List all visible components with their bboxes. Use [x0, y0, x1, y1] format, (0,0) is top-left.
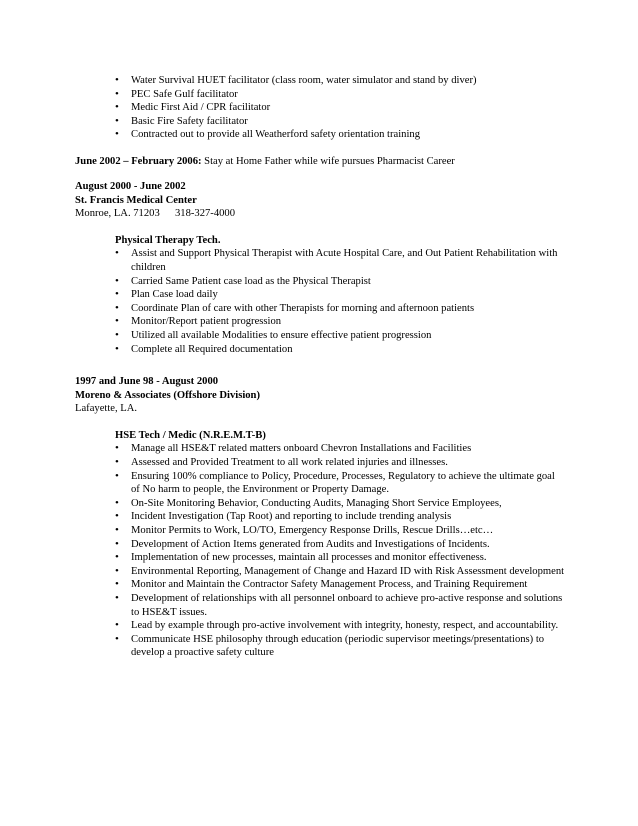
job-st-francis	[75, 180, 565, 356]
gap-entry-dates: June 2002 – February 2006:	[75, 156, 202, 167]
list-item: • Communicate HSE philosophy through education (periodic supervisor meetings/presentations) to develop a proactive safety culture	[75, 633, 565, 660]
job-phone: 318-327-4000	[175, 208, 236, 220]
intro-bullet-list	[75, 74, 565, 142]
list-item: • Utilized all available Modalities to ensure effective patient progression	[75, 329, 565, 343]
list-item: • Basic Fire Safety facilitator	[75, 115, 565, 129]
list-item: • Development of relationships with all personnel onboard to achieve pro-active response and solutions to HSE&T issues.	[75, 592, 565, 619]
gap-entry	[75, 155, 565, 169]
job-dates: August 2000 - June 2002	[75, 181, 186, 192]
job-location: Monroe, LA. 71203	[75, 208, 160, 220]
job-title: HSE Tech / Medic (N.R.E.M.T-B)	[115, 429, 266, 441]
list-item: • Manage all HSE&T related matters onboard Chevron Installations and Facilities	[75, 442, 565, 456]
job-employer: St. Francis Medical Center	[75, 194, 197, 206]
list-item: • Complete all Required documentation	[75, 343, 565, 357]
list-item: • Carried Same Patient case load as the Physical Therapist	[75, 275, 565, 289]
list-item: • Plan Case load daily	[75, 288, 565, 302]
job-bullet-list	[75, 247, 565, 356]
list-item: • PEC Safe Gulf facilitator	[75, 88, 565, 102]
list-item: • Medic First Aid / CPR facilitator	[75, 101, 565, 115]
job-moreno	[75, 375, 565, 660]
job-bullet-list	[75, 442, 565, 660]
intro-section	[75, 74, 565, 142]
list-item: • Ensuring 100% compliance to Policy, Procedure, Processes, Regulatory to achieve the ultimate goal of No harm to people, the Environment or Property Damage.	[75, 470, 565, 497]
list-item: • Assist and Support Physical Therapist with Acute Hospital Care, and Out Patient Rehabilitation with children	[75, 247, 565, 274]
list-item: • Development of Action Items generated from Audits and Investigations of Incidents.	[75, 538, 565, 552]
list-item: • Coordinate Plan of care with other Therapists for morning and afternoon patients	[75, 302, 565, 316]
list-item: • Water Survival HUET facilitator (class room, water simulator and stand by diver)	[75, 74, 565, 88]
list-item: • Implementation of new processes, maintain all processes and monitor effectiveness.	[75, 551, 565, 565]
list-item: • Monitor and Maintain the Contractor Safety Management Process, and Training Requirement	[75, 578, 565, 592]
job-employer: Moreno & Associates (Offshore Division)	[75, 389, 260, 401]
list-item: • Incident Investigation (Tap Root) and reporting to include trending analysis	[75, 510, 565, 524]
list-item: • Environmental Reporting, Management of Change and Hazard ID with Risk Assessment development	[75, 565, 565, 579]
list-item: • Monitor/Report patient progression	[75, 315, 565, 329]
list-item: • Lead by example through pro-active involvement with integrity, honesty, respect, and accountability.	[75, 619, 565, 633]
job-location: Lafayette, LA.	[75, 403, 138, 415]
list-item: • Contracted out to provide all Weatherford safety orientation training	[75, 128, 565, 142]
job-title: Physical Therapy Tech.	[115, 234, 221, 246]
list-item: • On-Site Monitoring Behavior, Conducting Audits, Managing Short Service Employees,	[75, 497, 565, 511]
gap-entry-description: Stay at Home Father while wife pursues Pharmacist Career	[201, 156, 455, 167]
list-item: • Monitor Permits to Work, LO/TO, Emergency Response Drills, Rescue Drills…etc…	[75, 524, 565, 538]
job-location-line	[75, 207, 565, 221]
list-item: • Assessed and Provided Treatment to all work related injuries and illnesses.	[75, 456, 565, 470]
job-dates: 1997 and June 98 - August 2000	[75, 376, 219, 387]
